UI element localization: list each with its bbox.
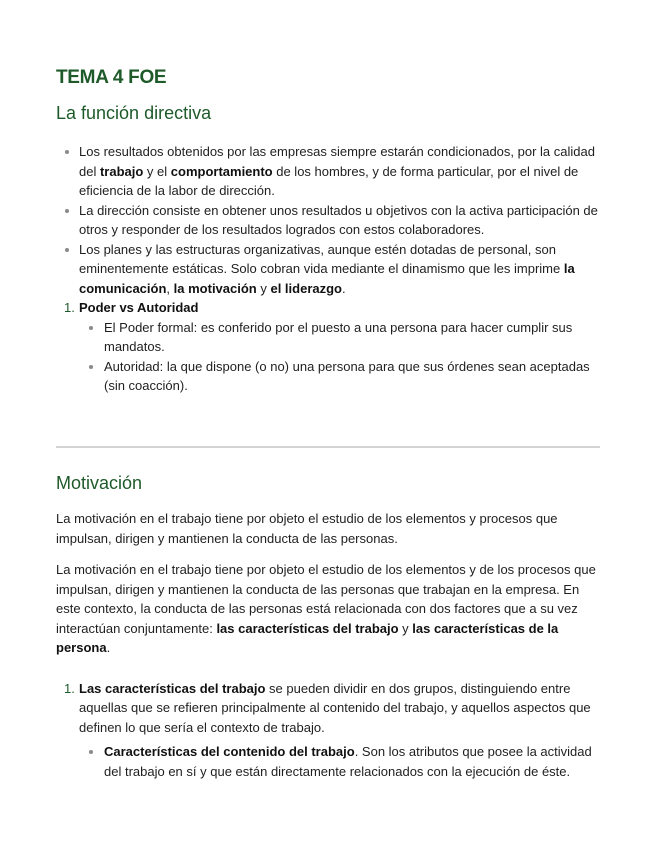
text-span: y bbox=[398, 620, 413, 636]
bold-term: las características del trabajo bbox=[216, 620, 399, 636]
section-heading-funcion-directiva: La función directiva bbox=[56, 103, 212, 123]
bold-term: trabajo bbox=[99, 163, 144, 179]
text-span: de los hombres, y de forma particular, por el nivel de eficiencia de la labor de dirección. bbox=[79, 163, 579, 198]
sub-list-item bbox=[79, 742, 604, 781]
text-span: y el bbox=[143, 163, 171, 179]
text-span: . Son los atributos que posee la actividad del trabajo en sí y que están directamente relacionados con la ejecución de éste. bbox=[104, 744, 592, 779]
text-span: se pueden dividir en dos grupos, distinguiendo entre aquellas que se refieren principalmente al contenido del trabajo, y aquellos aspectos que definen lo que sería el contexto de trabajo. bbox=[79, 680, 591, 735]
bold-term: la motivación bbox=[173, 280, 257, 296]
list-number: 1. bbox=[64, 680, 75, 696]
list-item bbox=[56, 298, 604, 396]
sub-list-item: Autoridad: la que dispone (o no) una persona para que sus órdenes sean aceptadas (sin coacción). bbox=[79, 357, 604, 396]
list-number: 1. bbox=[64, 300, 75, 315]
caracteristicas-list bbox=[56, 679, 604, 782]
section-heading-motivacion: Motivación bbox=[56, 473, 143, 493]
text-span: . bbox=[106, 640, 111, 655]
funcion-directiva-bullet-list bbox=[56, 142, 604, 298]
list-item bbox=[56, 679, 604, 782]
bold-term: la comunicación bbox=[79, 261, 575, 296]
bold-term: las características de la persona bbox=[56, 620, 559, 655]
text-span: . bbox=[342, 280, 346, 296]
motivacion-content bbox=[56, 509, 604, 781]
bold-term: Características del contenido del trabajo bbox=[104, 744, 355, 759]
list-item-title: Poder vs Autoridad bbox=[79, 300, 199, 315]
paragraph bbox=[56, 560, 604, 658]
text-span: La motivación en el trabajo tiene por objeto el estudio de los elementos y de los procesos que impulsan, dirigen y mantienen la conducta de las personas que trabajan en la empresa. En este contexto, la conducta de las personas está relacionada con dos factores que a su vez interactúan conjuntamente: bbox=[56, 562, 596, 636]
text-span: Los planes y las estructuras organizativas, aunque estén dotadas de personal, son eminentemente estáticas. Solo cobran vida mediante el dinamismo que les imprime bbox=[79, 241, 564, 276]
bold-term: comportamiento bbox=[170, 163, 273, 179]
page-title: TEMA 4 FOE bbox=[56, 67, 167, 88]
section-divider bbox=[56, 446, 600, 448]
sub-bullet-list bbox=[79, 742, 604, 781]
bold-term: Las características del trabajo bbox=[79, 680, 266, 696]
paragraph: La motivación en el trabajo tiene por objeto el estudio de los elementos y procesos que impulsan, dirigen y mantienen la conducta de las personas. bbox=[56, 511, 558, 546]
list-item bbox=[56, 201, 604, 240]
poder-autoridad-list bbox=[56, 298, 604, 396]
list-item bbox=[56, 240, 604, 299]
text-span: La dirección consiste en obtener unos resultados u objetivos con la activa participación de otros y responder de los resultados logrados con estos colaboradores. bbox=[79, 202, 598, 237]
funcion-directiva-content bbox=[56, 142, 604, 396]
text-span: Los resultados obtenidos por las empresas siempre estarán condicionados, por la calidad del bbox=[79, 144, 595, 179]
bold-term: el liderazgo bbox=[270, 280, 342, 296]
text-span: , bbox=[166, 280, 174, 296]
text-span: y bbox=[256, 280, 271, 296]
list-item bbox=[56, 142, 604, 201]
sub-bullet-list bbox=[79, 318, 604, 396]
sub-list-item: El Poder formal: es conferido por el puesto a una persona para hacer cumplir sus mandatos. bbox=[79, 318, 604, 357]
